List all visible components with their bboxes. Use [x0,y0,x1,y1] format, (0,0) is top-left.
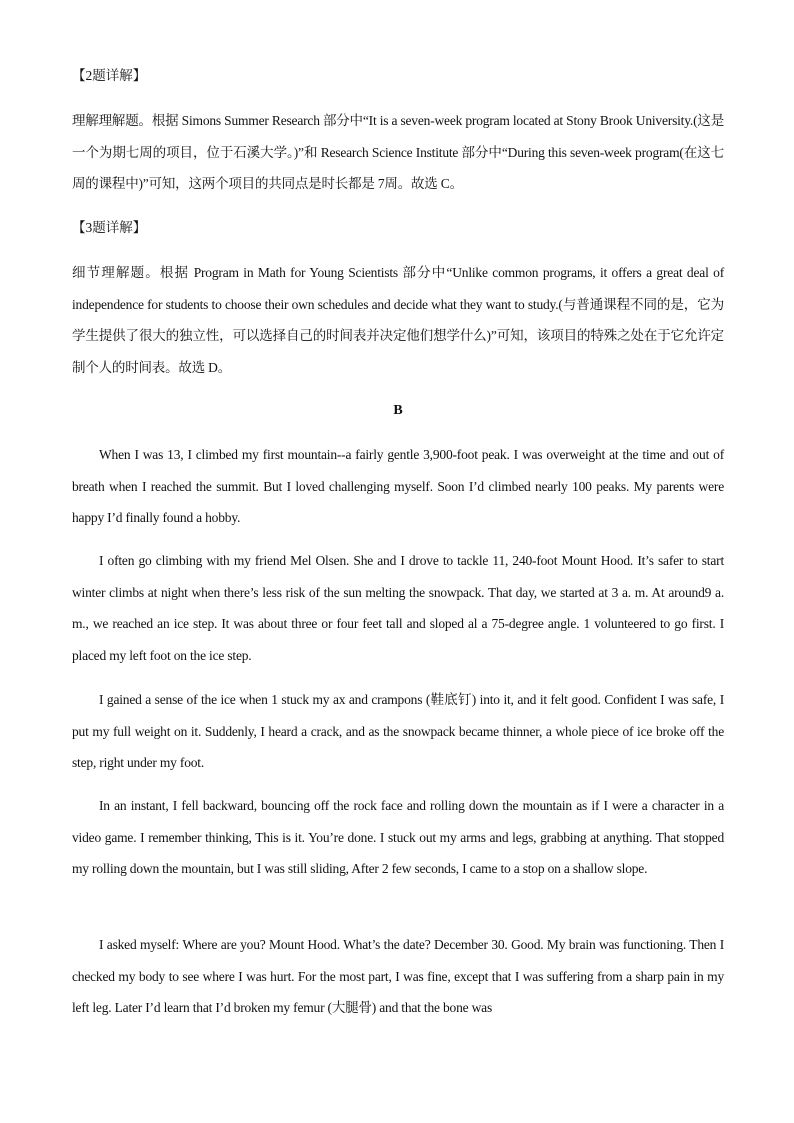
passage-paragraph-2: I often go climbing with my friend Mel Olsen. She and I drove to tackle 11, 240-foot Mount Hood. It’s safer to start winter climbs at night when there’s less risk of the sun melting the snowpack. That day, we started at 3 a. m. At around9 a. m., we reached an ice step. It was about three or four feet tall and sloped al a 75-degree angle. 1 volunteered to go first. I placed my left foot on the ice step. [72,553,724,663]
passage-paragraph-3: I gained a sense of the ice when 1 stuck my ax and crampons (鞋底钉) into it, and it felt good. Confident I was safe, I put my full weight on it. Suddenly, I heard a crack, and as the snowpack became thinner, a whole piece of ice broke off the step, right under my foot. [72,692,724,770]
passage-paragraph-4: In an instant, I fell backward, bouncing off the rock face and rolling down the mountain as if I were a character in a video game. I remember thinking, This is it. You’re done. I stuck out my arms and legs, grabbing at anything. That stopped my rolling down the mountain, but I was still sliding, After 2 few seconds, I came to a stop on a shallow slope. [72,798,724,876]
section-b-title: B [393,403,403,418]
question-3-heading: 【3题详解】 [72,220,147,235]
question-2-heading: 【2题详解】 [72,68,147,83]
passage-paragraph-1: When I was 13, I climbed my first mountain--a fairly gentle 3,900-foot peak. I was overweight at the time and out of breath when I reached the summit. But I loved challenging myself. Soon I’d climbed nearly 100 peaks. My parents were happy I’d finally found a hobby. [72,447,724,525]
passage-paragraph-5: I asked myself: Where are you? Mount Hood. What’s the date? December 30. Good. My brain was functioning. Then I checked my body to see where I was hurt. For the most part, I was fine, except that I was suffering from a sharp pain in my left leg. Later I’d learn that I’d broken my femur (大腿骨) and that the bone was [72,937,724,1015]
question-2-explanation: 理解理解题。根据 Simons Summer Research 部分中“It is a seven-week program located at Stony Brook University.(这是一个为期七周的项目，位于石溪大学。)”和 Research Science Institute 部分中“During this seven-week program(在这七周的课程中)”可知，这两个项目的共同点是时长都是 7周。故选 C。 [72,113,724,191]
question-3-explanation: 细节理解题。根据 Program in Math for Young Scientists 部分中“Unlike common programs, it offers a great deal of independence for students to choose their own schedules and decide what they want to study.(与普通课程不同的是，它为学生提供了很大的独立性，可以选择自己的时间表并决定他们想学什么)”可知，该项目的特殊之处在于它允许定制个人的时间表。故选 D。 [72,265,724,375]
